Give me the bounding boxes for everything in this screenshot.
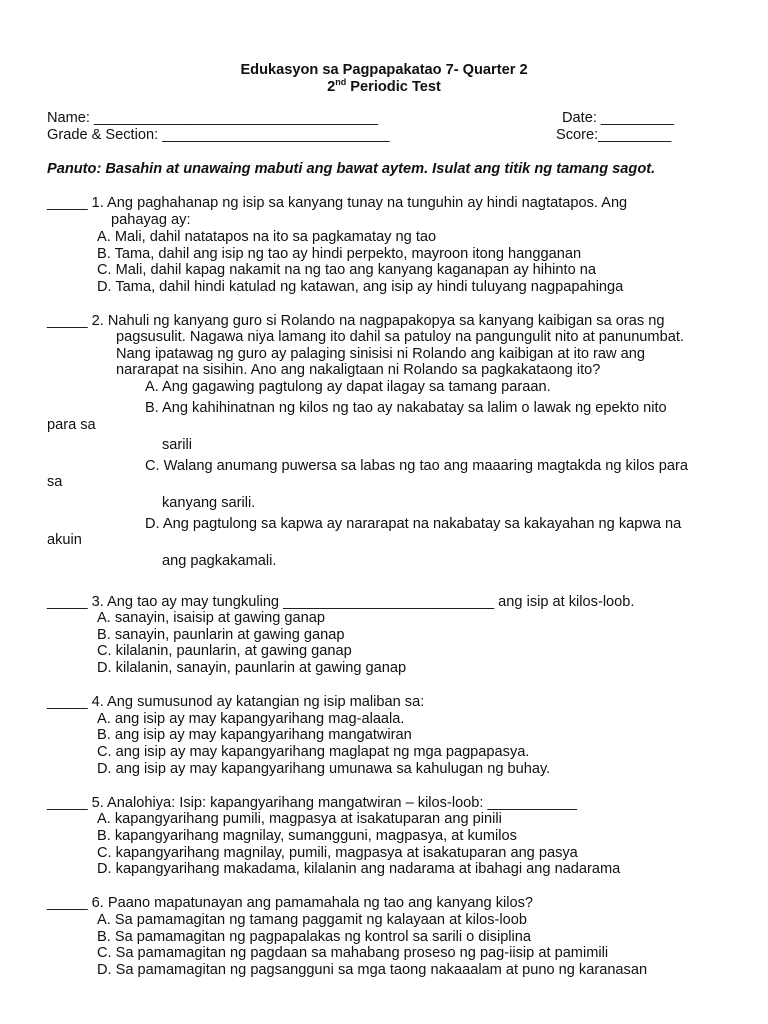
question-2-choice-a: A. Ang gagawing pagtulong ay dapat ilagay sa tamang paraan. [145, 379, 551, 395]
question-2-choice-b-wrap: para sa [47, 417, 96, 433]
question-2-choice-d-wrap: akuin [47, 532, 82, 548]
question-2-stem-line4: nararapat na sisihin. Ano ang nakaligtaan ni Rolando sa pagkakataong ito? [116, 362, 601, 378]
subtitle-number: 2 [327, 79, 336, 95]
question-1-choice-c: C. Mali, dahil kapag nakamit na ng tao ang kanyang kaganapan ay hihinto na [97, 262, 596, 278]
question-2-choice-c-wrap2: kanyang sarili. [162, 495, 256, 511]
document-title: Edukasyon sa Pagpapakatao 7- Quarter 2 [240, 62, 528, 78]
question-1-choice-b: B. Tama, dahil ang isip ng tao ay hindi perpekto, mayroon itong hangganan [97, 246, 582, 262]
question-1-stem-cont: pahayag ay: [111, 212, 191, 228]
question-2-choice-c-wrap: sa [47, 474, 63, 490]
question-3-choice-c: C. kilalanin, paunlarin, at gawing ganap [97, 643, 352, 659]
question-3-choice-d: D. kilalanin, sanayin, paunlarin at gawing ganap [97, 660, 407, 676]
question-2-choice-b-wrap2: sarili [162, 437, 192, 453]
grade-section-field: Grade & Section: ____________________________ [47, 127, 390, 143]
question-3-stem: _____ 3. Ang tao ay may tungkuling __________________________ ang isip at kilos-loob. [47, 594, 635, 610]
question-4-choice-b: B. ang isip ay may kapangyarihang mangatwiran [97, 727, 412, 743]
question-2-choice-c: C. Walang anumang puwersa sa labas ng tao ang maaaring magtakda ng kilos para [145, 458, 688, 474]
question-2-choice-d-wrap2: ang pagkakamali. [162, 553, 277, 569]
question-4-choice-c: C. ang isip ay may kapangyarihang maglapat ng mga pagpapasya. [97, 744, 530, 760]
subtitle-text: Periodic Test [346, 79, 441, 95]
document-subtitle [0, 79, 768, 96]
question-2-stem-line2: pagsusulit. Nagawa niya lamang ito dahil sa patuloy na pangungulit nito at panunumbat. [116, 329, 684, 345]
question-2-stem: _____ 2. Nahuli ng kanyang guro si Rolando na nagpapakopya sa kanyang kaibigan sa oras ng [47, 313, 665, 329]
name-field: Name: ___________________________________ [47, 110, 379, 126]
instructions: Panuto: Basahin at unawaing mabuti ang bawat aytem. Isulat ang titik ng tamang sagot. [47, 161, 656, 177]
question-2-choice-b: B. Ang kahihinatnan ng kilos ng tao ay nakabatay sa lalim o lawak ng epekto nito [145, 400, 667, 416]
question-3-choice-a: A. sanayin, isaisip at gawing ganap [97, 610, 325, 626]
question-1-choice-a: A. Mali, dahil natatapos na ito sa pagkamatay ng tao [97, 229, 437, 245]
date-field: Date: _________ [562, 110, 674, 126]
question-1-choice-d: D. Tama, dahil hindi katulad ng katawan, ang isip ay hindi tuluyang nagpapahinga [97, 279, 624, 295]
question-3-choice-b: B. sanayin, paunlarin at gawing ganap [97, 627, 345, 643]
question-6-choice-a: A. Sa pamamagitan ng tamang paggamit ng kalayaan at kilos-loob [97, 912, 527, 928]
score-field: Score:_________ [556, 127, 672, 143]
question-1-stem: _____ 1. Ang paghahanap ng isip sa kanyang tunay na tunguhin ay hindi nagtatapos. Ang [47, 195, 628, 211]
question-5-choice-d: D. kapangyarihang makadama, kilalanin ang nadarama at ibahagi ang nadarama [97, 861, 621, 877]
question-5-choice-a: A. kapangyarihang pumili, magpasya at isakatuparan ang pinili [97, 811, 502, 827]
question-5-choice-b: B. kapangyarihang magnilay, sumangguni, magpasya, at kumilos [97, 828, 517, 844]
question-4-choice-d: D. ang isip ay may kapangyarihang umunawa sa kahulugan ng buhay. [97, 761, 551, 777]
question-2-stem-line3: Nang ipatawag ng guro ay palaging sinisisi ni Rolando ang kaibigan at ito raw ang [116, 346, 645, 362]
question-5-stem: _____ 5. Analohiya: Isip: kapangyarihang mangatwiran – kilos-loob: ___________ [47, 795, 577, 811]
question-4-stem: _____ 4. Ang sumusunod ay katangian ng isip maliban sa: [47, 694, 425, 710]
question-6-choice-d: D. Sa pamamagitan ng pagsangguni sa mga taong nakaaalam at puno ng karanasan [97, 962, 648, 978]
question-5-choice-c: C. kapangyarihang magnilay, pumili, magpasya at isakatuparan ang pasya [97, 845, 578, 861]
subtitle-superscript: nd [335, 77, 347, 88]
question-2-choice-d: D. Ang pagtulong sa kapwa ay nararapat na nakabatay sa kakayahan ng kapwa na [145, 516, 682, 532]
question-4-choice-a: A. ang isip ay may kapangyarihang mag-alaala. [97, 711, 405, 727]
question-6-stem: _____ 6. Paano mapatunayan ang pamamahala ng tao ang kanyang kilos? [47, 895, 534, 911]
question-6-choice-c: C. Sa pamamagitan ng pagdaan sa mahabang proseso ng pag-iisip at pamimili [97, 945, 609, 961]
question-6-choice-b: B. Sa pamamagitan ng pagpapalakas ng kontrol sa sarili o disiplina [97, 929, 532, 945]
